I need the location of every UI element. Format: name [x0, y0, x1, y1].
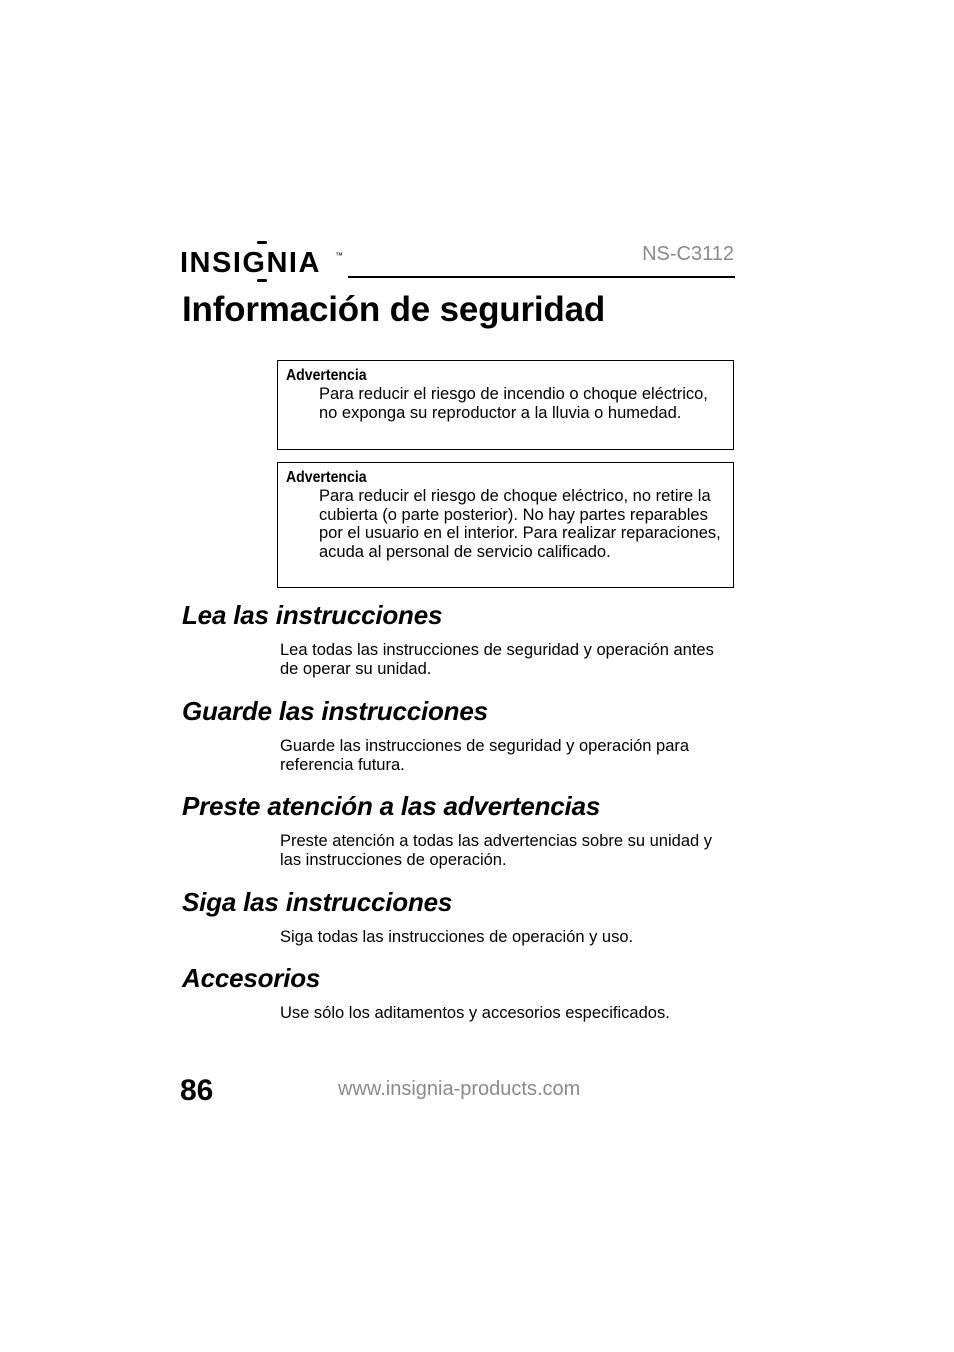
logo-wordmark: INSIGNIA: [180, 247, 321, 279]
insignia-logo-mark: [180, 240, 342, 284]
warning-text: Para reducir el riesgo de incendio o choque eléctrico, no exponga su reproductor a la lluvia o humedad.: [319, 385, 708, 422]
section-body-accessories: Use sólo los aditamentos y accesorios especificados.: [280, 1004, 670, 1022]
warning-box-1: [277, 360, 734, 450]
warning-box-2: [277, 462, 734, 588]
logo-accent-top: [257, 241, 267, 244]
warning-title: Advertencia: [286, 469, 367, 486]
warning-title: Advertencia: [286, 367, 367, 384]
website-url: www.insignia-products.com: [338, 1078, 581, 1100]
model-number: NS-C3112: [642, 243, 734, 265]
trademark-symbol: ™: [335, 251, 343, 260]
section-title-follow: Siga las instrucciones: [182, 887, 453, 917]
section-body-keep: Guarde las instrucciones de seguridad y operación para referencia futura.: [280, 737, 690, 774]
section-body-read: Lea todas las instrucciones de seguridad y operación antes de operar su unidad.: [280, 641, 714, 678]
warning-text: Para reducir el riesgo de choque eléctrico, no retire la cubierta (o parte posterior). No hay partes reparables por el usuario en el interior. Para realizar reparaciones, acuda al personal de servicio calificado.: [319, 487, 721, 561]
page-title: Información de seguridad: [182, 290, 606, 329]
header-rule: [348, 276, 735, 278]
section-title-keep: Guarde las instrucciones: [182, 696, 488, 726]
section-body-warnings: Preste atención a todas las advertencias sobre su unidad y las instrucciones de operación.: [280, 832, 713, 869]
page-number: 86: [180, 1074, 214, 1107]
section-body-follow: Siga todas las instrucciones de operación y uso.: [280, 928, 634, 946]
section-title-warnings: Preste atención a las advertencias: [182, 791, 601, 821]
logo-accent-bottom: [257, 279, 267, 282]
section-title-accessories: Accesorios: [182, 963, 321, 993]
section-title-read: Lea las instrucciones: [182, 600, 443, 630]
insignia-logo: [180, 240, 342, 284]
